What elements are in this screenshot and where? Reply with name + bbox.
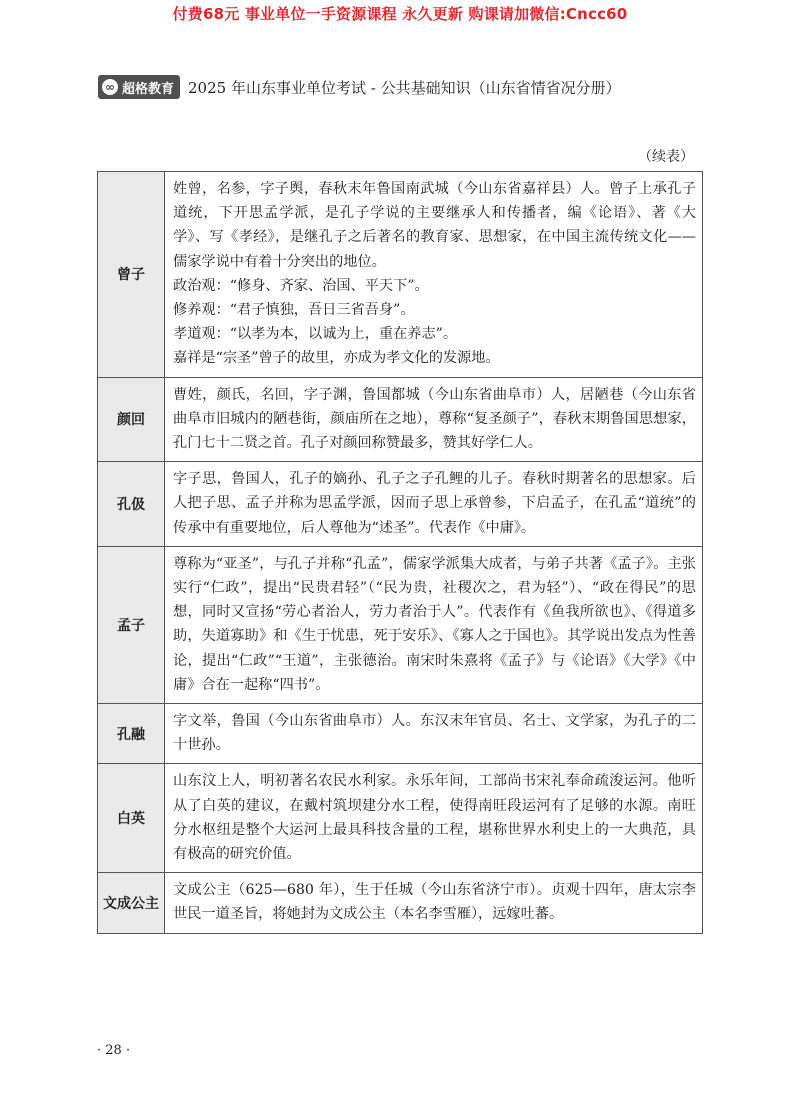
- continued-label: （续表）: [638, 149, 694, 165]
- description-paragraph: 孝道观：“以孝为本，以诚为上，重在养志”。: [173, 326, 458, 343]
- person-description-cell: [165, 704, 703, 764]
- description-paragraph: 嘉祥是“宗圣”曾子的故里，亦成为孝文化的发源地。: [173, 350, 500, 367]
- description-paragraph: 山东汶上人，明初著名农民水利家。永乐年间，工部尚书宋礼奉命疏浚运河。他听从了白英的建议，在戴村筑坝建分水工程，使得南旺段运河有了足够的水源。南旺分水枢纽是整个大运河上最具科技含量的工程，堪称世界水利史上的一大典范，具有极高的研究价值。: [173, 773, 696, 863]
- table-row: [98, 546, 703, 703]
- table-row: [98, 704, 703, 764]
- person-description-cell: [165, 873, 703, 933]
- figures-table: [97, 171, 703, 934]
- person-name-cell: 孟子: [98, 546, 165, 703]
- table-row: [98, 172, 703, 378]
- description-paragraph: 字文举，鲁国（今山东省曲阜市）人。东汉末年官员、名士、文学家，为孔子的二十世孙。: [173, 713, 696, 754]
- person-name-cell: 曾子: [98, 172, 165, 378]
- person-description-cell: [165, 462, 703, 547]
- person-description-cell: [165, 377, 703, 462]
- person-description-cell: [165, 172, 703, 378]
- top-banner: 付费68元 事业单位一手资源课程 永久更新 购课请加微信:Cncc60: [172, 5, 628, 23]
- person-name-cell: 白英: [98, 764, 165, 873]
- person-description-cell: [165, 546, 703, 703]
- table-row: [98, 377, 703, 462]
- person-name-cell: 颜回: [98, 377, 165, 462]
- person-description-cell: [165, 764, 703, 873]
- page-header: [98, 74, 704, 100]
- logo-text: 超格教育: [122, 81, 175, 97]
- table-row: [98, 462, 703, 547]
- table-row: [98, 873, 703, 933]
- description-paragraph: 文成公主（625—680 年），生于任城（今山东省济宁市）。贞观十四年，唐太宗李世民一道圣旨，将她封为文成公主（本名李雪雁），远嫁吐蕃。: [173, 882, 696, 923]
- header-title: 2025 年山东事业单位考试 - 公共基础知识（山东省情省况分册）: [188, 78, 621, 97]
- table-row: [98, 764, 703, 873]
- person-name-cell: 文成公主: [98, 873, 165, 933]
- person-name-cell: 孔融: [98, 704, 165, 764]
- logo-mark-icon: ∞: [102, 79, 118, 95]
- person-name-cell: 孔伋: [98, 462, 165, 547]
- description-paragraph: 政治观：“修身、齐家、治国、平天下”。: [173, 277, 429, 294]
- description-paragraph: 曹姓，颜氏，名回，字子渊，鲁国都城（今山东省曲阜市）人，居陋巷（今山东省曲阜市旧城内的陋巷街，颜庙所在之地），尊称“复圣颜子”，春秋末期鲁国思想家，孔门七十二贤之首。孔子对颜回称赞最多，赞其好学仁人。: [173, 386, 696, 452]
- publisher-logo: [98, 75, 180, 99]
- description-paragraph: 姓曾，名参，字子舆，春秋末年鲁国南武城（今山东省嘉祥县）人。曾子上承孔子道统，下开思孟学派，是孔子学说的主要继承人和传播者，编《论语》、著《大学》、写《孝经》，是继孔子之后著名的教育家、思想家，在中国主流传统文化——儒家学说中有着十分突出的地位。: [173, 181, 696, 270]
- description-paragraph: 尊称为“亚圣”，与孔子并称“孔孟”，儒家学派集大成者，与弟子共著《孟子》。主张实行“仁政”，提出“民贵君轻”（“民为贵，社稷次之，君为轻”）、“政在得民”的思想，同时又宣扬“劳心者治人，劳力者治于人”。代表作有《鱼我所欲也》、《得道多助，失道寡助》和《生于忧患，死于安乐》、《寡人之于国也》。其学说出发点为性善论，提出“仁政”“王道”，主张德治。南宋时朱熹将《孟子》与《论语》《大学》《中庸》合在一起称“四书”。: [173, 555, 696, 693]
- table-body: [98, 172, 703, 934]
- description-paragraph: 修养观：“君子慎独，吾日三省吾身”。: [173, 302, 415, 319]
- description-paragraph: 字子思，鲁国人，孔子的嫡孙、孔子之子孔鲤的儿子。春秋时期著名的思想家。后人把子思、孟子并称为思孟学派，因而子思上承曾参，下启孟子，在孔孟“道统”的传承中有重要地位，后人尊他为“述圣”。代表作《中庸》。: [173, 471, 696, 536]
- page-number: · 28 ·: [97, 1043, 131, 1058]
